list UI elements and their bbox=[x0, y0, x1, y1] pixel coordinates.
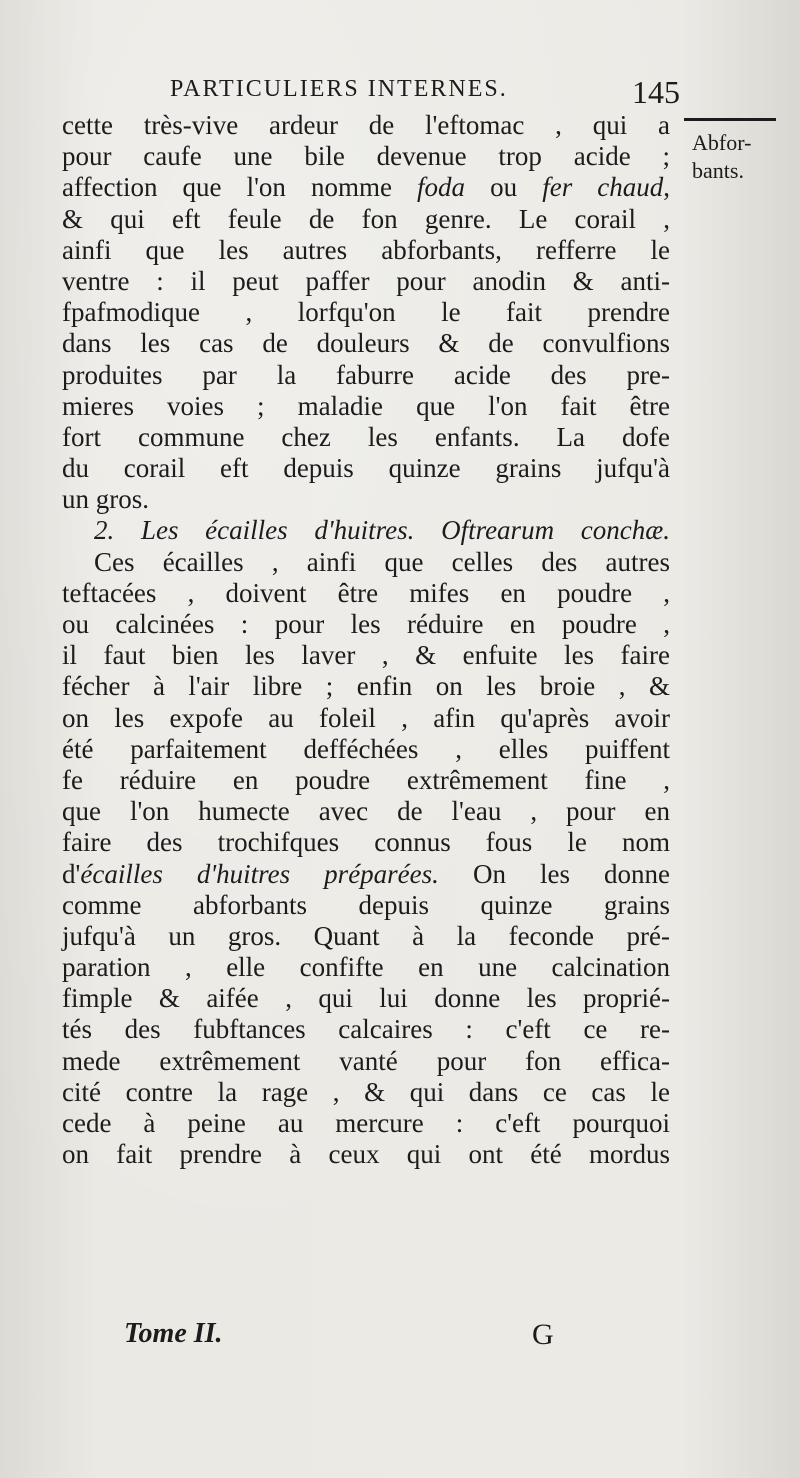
text-segment: tés des fubftances calcaires : c'eft ce re- bbox=[62, 1014, 670, 1045]
volume-label: Tome II. bbox=[124, 1318, 223, 1349]
text-segment: pour caufe une bile devenue trop acide ; bbox=[62, 141, 670, 172]
text-line bbox=[62, 1014, 670, 1045]
text-line bbox=[62, 484, 670, 515]
header-title: PARTICULIERS INTERNES. bbox=[170, 76, 508, 102]
text-line bbox=[62, 235, 670, 266]
text-line bbox=[62, 609, 670, 640]
text-segment: d' bbox=[62, 858, 81, 889]
text-line bbox=[62, 297, 670, 328]
italic-text: 2. Les écailles d'huitres. Oftrearum conchæ. bbox=[94, 515, 670, 546]
page-number: 145 bbox=[632, 74, 680, 110]
text-line bbox=[62, 1139, 670, 1170]
text-segment: mede extrêmement vanté pour fon effica- bbox=[62, 1045, 670, 1076]
text-line bbox=[62, 360, 670, 391]
text-line bbox=[62, 921, 670, 952]
text-segment: on les expofe au foleil , afin qu'après avoir bbox=[62, 702, 670, 733]
text-line bbox=[62, 890, 670, 921]
text-segment: comme abforbants depuis quinze grains bbox=[62, 889, 670, 920]
text-segment: cette très-vive ardeur de l'eftomac , qui a bbox=[62, 110, 670, 140]
text-line bbox=[62, 1108, 670, 1139]
text-segment: dans les cas de douleurs & de convulfions bbox=[62, 328, 670, 359]
italic-text: fer chaud bbox=[542, 172, 664, 203]
text-segment: , bbox=[663, 172, 670, 203]
running-header bbox=[170, 70, 680, 110]
text-line bbox=[62, 453, 670, 484]
text-segment: paration , elle confifte en une calcination bbox=[62, 952, 670, 983]
text-segment: produites par la faburre acide des pre- bbox=[62, 359, 670, 390]
text-segment: on fait prendre à ceux qui ont été mordus bbox=[62, 1139, 670, 1170]
text-line bbox=[62, 859, 670, 890]
text-line bbox=[62, 172, 670, 203]
text-line bbox=[62, 547, 670, 578]
text-line bbox=[62, 671, 670, 702]
text-line bbox=[62, 204, 670, 235]
margin-note-text bbox=[692, 129, 790, 185]
text-line bbox=[62, 578, 670, 609]
text-segment: cede à peine au mercure : c'eft pourquoi bbox=[62, 1108, 670, 1138]
text-segment: faire des trochifques connus fous le nom bbox=[62, 827, 670, 858]
text-segment: affection que l'on nomme bbox=[62, 172, 418, 203]
text-segment: teftacées , doivent être mifes en poudre , bbox=[62, 577, 670, 608]
margin-rule bbox=[684, 118, 776, 121]
text-segment: Ces écailles , ainfi que celles des autres bbox=[94, 546, 670, 577]
text-segment: cité contre la rage , & qui dans ce cas le bbox=[62, 1076, 670, 1107]
text-line bbox=[62, 1046, 670, 1077]
text-line bbox=[62, 983, 670, 1014]
text-line bbox=[62, 422, 670, 453]
text-line bbox=[62, 1077, 670, 1108]
text-segment: fécher à l'air libre ; enfin on les broie , & bbox=[62, 671, 670, 702]
text-line bbox=[62, 734, 670, 765]
text-segment: fpafmodique , lorfqu'on le fait prendre bbox=[62, 297, 670, 328]
text-line bbox=[62, 796, 670, 827]
text-segment: un gros. bbox=[62, 484, 149, 515]
text-line bbox=[62, 141, 670, 172]
body-text bbox=[62, 110, 670, 1170]
text-line bbox=[62, 827, 670, 858]
text-segment: jufqu'à un gros. Quant à la feconde pré- bbox=[62, 920, 670, 951]
text-segment: fimple & aifée , qui lui donne les proprié- bbox=[62, 983, 670, 1014]
text-line bbox=[62, 640, 670, 671]
page-footer bbox=[62, 1318, 670, 1358]
text-segment: ventre : il peut paffer pour anodin & anti- bbox=[62, 265, 670, 296]
text-segment: mieres voies ; maladie que l'on fait être bbox=[62, 390, 670, 421]
text-segment: du corail eft depuis quinze grains jufqu'à bbox=[62, 453, 670, 484]
text-segment: fort commune chez les enfants. La dofe bbox=[62, 421, 670, 452]
text-line bbox=[62, 765, 670, 796]
text-line bbox=[62, 391, 670, 422]
text-line bbox=[62, 952, 670, 983]
margin-note-line: Abfor- bbox=[692, 130, 752, 155]
text-segment: ainfi que les autres abforbants, refferre le bbox=[62, 234, 670, 265]
text-segment: On les donne bbox=[438, 858, 670, 889]
signature-mark: G bbox=[532, 1318, 554, 1351]
text-line bbox=[62, 266, 670, 297]
text-segment: été parfaitement defféchées , elles puiffent bbox=[62, 733, 670, 764]
section-heading bbox=[62, 515, 670, 546]
text-segment: il faut bien les laver , & enfuite les faire bbox=[62, 640, 670, 671]
text-segment: fe réduire en poudre extrêmement fine , bbox=[62, 764, 670, 795]
italic-text: foda bbox=[417, 172, 466, 203]
margin-note-line: bants. bbox=[692, 158, 744, 183]
text-segment: ou bbox=[465, 172, 543, 203]
text-segment: que l'on humecte avec de l'eau , pour en bbox=[62, 796, 670, 827]
text-segment: ou calcinées : pour les réduire en poudre , bbox=[62, 609, 670, 639]
text-line bbox=[62, 703, 670, 734]
margin-note bbox=[680, 118, 790, 185]
text-segment: & qui eft feule de fon genre. Le corail , bbox=[62, 203, 670, 234]
text-line bbox=[62, 328, 670, 359]
italic-text: écailles d'huitres préparées. bbox=[80, 858, 439, 889]
text-line bbox=[62, 110, 670, 141]
